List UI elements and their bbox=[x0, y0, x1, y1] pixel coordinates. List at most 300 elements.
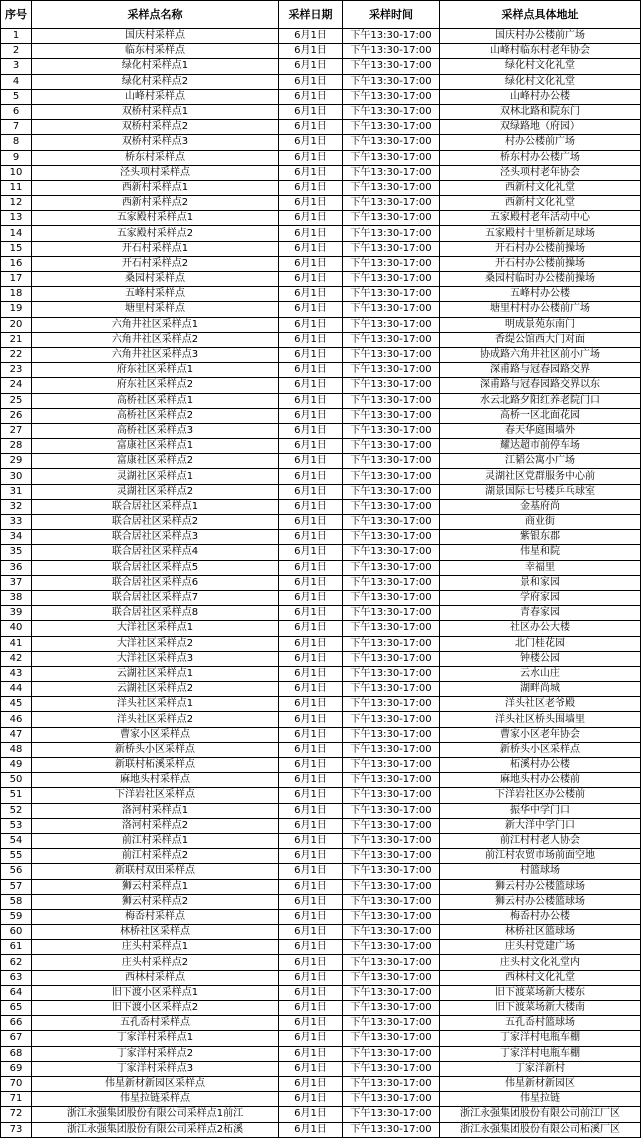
cell-address: 紫银东郡 bbox=[440, 530, 641, 545]
cell-time: 下午13:30-17:00 bbox=[343, 682, 440, 697]
cell-name: 双桥村采样点2 bbox=[32, 120, 279, 135]
cell-date: 6月1日 bbox=[279, 849, 343, 864]
cell-address: 开石村办公楼前操场 bbox=[440, 256, 641, 271]
cell-date: 6月1日 bbox=[279, 1122, 343, 1137]
cell-name: 麻地头村采样点 bbox=[32, 773, 279, 788]
cell-name: 府东社区采样点2 bbox=[32, 378, 279, 393]
cell-date: 6月1日 bbox=[279, 408, 343, 423]
cell-no: 72 bbox=[1, 1107, 32, 1122]
table-row bbox=[1, 44, 641, 59]
cell-no: 24 bbox=[1, 378, 32, 393]
cell-date: 6月1日 bbox=[279, 530, 343, 545]
table-row bbox=[1, 393, 641, 408]
cell-no: 42 bbox=[1, 651, 32, 666]
table-row bbox=[1, 1046, 641, 1061]
cell-address: 塘里村村办公楼前广场 bbox=[440, 302, 641, 317]
cell-time: 下午13:30-17:00 bbox=[343, 849, 440, 864]
cell-time: 下午13:30-17:00 bbox=[343, 74, 440, 89]
cell-date: 6月1日 bbox=[279, 970, 343, 985]
cell-time: 下午13:30-17:00 bbox=[343, 818, 440, 833]
cell-time: 下午13:30-17:00 bbox=[343, 925, 440, 940]
cell-address: 山峰村办公楼 bbox=[440, 89, 641, 104]
table-row bbox=[1, 803, 641, 818]
cell-address: 伟星和院 bbox=[440, 545, 641, 560]
cell-time: 下午13:30-17:00 bbox=[343, 697, 440, 712]
cell-name: 开石村采样点1 bbox=[32, 241, 279, 256]
cell-no: 59 bbox=[1, 909, 32, 924]
table-row bbox=[1, 1016, 641, 1031]
cell-date: 6月1日 bbox=[279, 393, 343, 408]
cell-name: 灵湖社区采样点2 bbox=[32, 484, 279, 499]
cell-date: 6月1日 bbox=[279, 575, 343, 590]
cell-name: 府东社区采样点1 bbox=[32, 363, 279, 378]
cell-date: 6月1日 bbox=[279, 59, 343, 74]
cell-time: 下午13:30-17:00 bbox=[343, 955, 440, 970]
cell-time: 下午13:30-17:00 bbox=[343, 515, 440, 530]
cell-time: 下午13:30-17:00 bbox=[343, 469, 440, 484]
cell-no: 36 bbox=[1, 560, 32, 575]
cell-address: 香缇公馆西大门对面 bbox=[440, 332, 641, 347]
cell-time: 下午13:30-17:00 bbox=[343, 378, 440, 393]
cell-time: 下午13:30-17:00 bbox=[343, 1122, 440, 1137]
cell-time: 下午13:30-17:00 bbox=[343, 773, 440, 788]
cell-no: 4 bbox=[1, 74, 32, 89]
cell-address: 村篮球场 bbox=[440, 864, 641, 879]
table-row bbox=[1, 909, 641, 924]
cell-no: 57 bbox=[1, 879, 32, 894]
cell-time: 下午13:30-17:00 bbox=[343, 1092, 440, 1107]
table-row bbox=[1, 985, 641, 1000]
table-row bbox=[1, 272, 641, 287]
cell-address: 新桥头小区采样点 bbox=[440, 742, 641, 757]
cell-no: 7 bbox=[1, 120, 32, 135]
cell-name: 桥东村采样点 bbox=[32, 150, 279, 165]
cell-no: 62 bbox=[1, 955, 32, 970]
cell-name: 伟星新材新园区采样点 bbox=[32, 1076, 279, 1091]
cell-address: 协成路六角井社区前小广场 bbox=[440, 347, 641, 362]
cell-no: 31 bbox=[1, 484, 32, 499]
table-row bbox=[1, 74, 641, 89]
cell-name: 山峰村采样点 bbox=[32, 89, 279, 104]
cell-date: 6月1日 bbox=[279, 879, 343, 894]
cell-no: 58 bbox=[1, 894, 32, 909]
table-row bbox=[1, 1107, 641, 1122]
cell-address: 明成景苑东南门 bbox=[440, 317, 641, 332]
header-date: 采样日期 bbox=[279, 1, 343, 29]
cell-date: 6月1日 bbox=[279, 682, 343, 697]
cell-address: 绿化村文化礼堂 bbox=[440, 74, 641, 89]
cell-no: 52 bbox=[1, 803, 32, 818]
table-row bbox=[1, 287, 641, 302]
cell-address: 前江村农贸市场前面空地 bbox=[440, 849, 641, 864]
cell-time: 下午13:30-17:00 bbox=[343, 211, 440, 226]
cell-no: 47 bbox=[1, 727, 32, 742]
cell-time: 下午13:30-17:00 bbox=[343, 879, 440, 894]
cell-address: 林桥社区篮球场 bbox=[440, 925, 641, 940]
cell-name: 富康社区采样点2 bbox=[32, 454, 279, 469]
table-row bbox=[1, 773, 641, 788]
table-row bbox=[1, 1076, 641, 1091]
cell-name: 洋头社区采样点1 bbox=[32, 697, 279, 712]
table-row bbox=[1, 226, 641, 241]
cell-time: 下午13:30-17:00 bbox=[343, 347, 440, 362]
cell-date: 6月1日 bbox=[279, 590, 343, 605]
cell-address: 洋头社区桥头围墙里 bbox=[440, 712, 641, 727]
table-row bbox=[1, 1031, 641, 1046]
cell-date: 6月1日 bbox=[279, 1046, 343, 1061]
cell-address: 双林北路和院东门 bbox=[440, 104, 641, 119]
cell-address: 绿化村文化礼堂 bbox=[440, 59, 641, 74]
cell-name: 双桥村采样点3 bbox=[32, 135, 279, 150]
cell-date: 6月1日 bbox=[279, 287, 343, 302]
cell-date: 6月1日 bbox=[279, 256, 343, 271]
cell-date: 6月1日 bbox=[279, 758, 343, 773]
cell-time: 下午13:30-17:00 bbox=[343, 940, 440, 955]
table-row bbox=[1, 864, 641, 879]
cell-address: 浙江永强集团股份有限公司柘溪厂区 bbox=[440, 1122, 641, 1137]
table-row bbox=[1, 530, 641, 545]
cell-time: 下午13:30-17:00 bbox=[343, 287, 440, 302]
cell-time: 下午13:30-17:00 bbox=[343, 575, 440, 590]
cell-no: 50 bbox=[1, 773, 32, 788]
cell-date: 6月1日 bbox=[279, 135, 343, 150]
cell-time: 下午13:30-17:00 bbox=[343, 499, 440, 514]
cell-address: 社区办公大楼 bbox=[440, 621, 641, 636]
table-row bbox=[1, 651, 641, 666]
cell-date: 6月1日 bbox=[279, 241, 343, 256]
cell-name: 新桥头小区采样点 bbox=[32, 742, 279, 757]
table-row bbox=[1, 1122, 641, 1137]
cell-date: 6月1日 bbox=[279, 439, 343, 454]
cell-no: 65 bbox=[1, 1001, 32, 1016]
cell-time: 下午13:30-17:00 bbox=[343, 120, 440, 135]
cell-no: 46 bbox=[1, 712, 32, 727]
cell-address: 西新村文化礼堂 bbox=[440, 180, 641, 195]
cell-address: 村办公楼前广场 bbox=[440, 135, 641, 150]
cell-no: 28 bbox=[1, 439, 32, 454]
cell-address: 青春家园 bbox=[440, 606, 641, 621]
cell-address: 深甫路与冠春园路交界以东 bbox=[440, 378, 641, 393]
cell-name: 新联村双田采样点 bbox=[32, 864, 279, 879]
cell-date: 6月1日 bbox=[279, 302, 343, 317]
cell-name: 大洋社区采样点3 bbox=[32, 651, 279, 666]
cell-date: 6月1日 bbox=[279, 196, 343, 211]
cell-date: 6月1日 bbox=[279, 150, 343, 165]
cell-address: 浙江永强集团股份有限公司前江厂区 bbox=[440, 1107, 641, 1122]
cell-date: 6月1日 bbox=[279, 104, 343, 119]
cell-address: 振华中学门口 bbox=[440, 803, 641, 818]
table-row bbox=[1, 682, 641, 697]
cell-address: 狮云村办公楼篮球场 bbox=[440, 894, 641, 909]
cell-time: 下午13:30-17:00 bbox=[343, 590, 440, 605]
cell-no: 68 bbox=[1, 1046, 32, 1061]
cell-no: 2 bbox=[1, 44, 32, 59]
cell-time: 下午13:30-17:00 bbox=[343, 89, 440, 104]
cell-time: 下午13:30-17:00 bbox=[343, 758, 440, 773]
table-row bbox=[1, 742, 641, 757]
table-row bbox=[1, 439, 641, 454]
cell-time: 下午13:30-17:00 bbox=[343, 545, 440, 560]
cell-date: 6月1日 bbox=[279, 180, 343, 195]
cell-address: 水云北路夕阳红养老院门口 bbox=[440, 393, 641, 408]
cell-name: 大洋社区采样点2 bbox=[32, 636, 279, 651]
cell-no: 67 bbox=[1, 1031, 32, 1046]
cell-address: 五家殿村十里桥新足球场 bbox=[440, 226, 641, 241]
cell-no: 25 bbox=[1, 393, 32, 408]
cell-date: 6月1日 bbox=[279, 651, 343, 666]
cell-time: 下午13:30-17:00 bbox=[343, 712, 440, 727]
cell-address: 庄头村党建广场 bbox=[440, 940, 641, 955]
cell-address: 国庆村办公楼前广场 bbox=[440, 29, 641, 44]
cell-time: 下午13:30-17:00 bbox=[343, 788, 440, 803]
cell-name: 五家殿村采样点2 bbox=[32, 226, 279, 241]
header-time: 采样时间 bbox=[343, 1, 440, 29]
cell-time: 下午13:30-17:00 bbox=[343, 423, 440, 438]
cell-address: 下洋岩社区办公楼前 bbox=[440, 788, 641, 803]
table-row bbox=[1, 818, 641, 833]
cell-date: 6月1日 bbox=[279, 1107, 343, 1122]
cell-address: 伟星新材新园区 bbox=[440, 1076, 641, 1091]
cell-name: 旧下渡小区采样点1 bbox=[32, 985, 279, 1000]
cell-date: 6月1日 bbox=[279, 788, 343, 803]
cell-time: 下午13:30-17:00 bbox=[343, 454, 440, 469]
cell-name: 国庆村采样点 bbox=[32, 29, 279, 44]
cell-no: 33 bbox=[1, 515, 32, 530]
cell-no: 15 bbox=[1, 241, 32, 256]
table-row bbox=[1, 59, 641, 74]
table-row bbox=[1, 469, 641, 484]
cell-no: 45 bbox=[1, 697, 32, 712]
cell-no: 66 bbox=[1, 1016, 32, 1031]
cell-no: 13 bbox=[1, 211, 32, 226]
cell-time: 下午13:30-17:00 bbox=[343, 44, 440, 59]
cell-time: 下午13:30-17:00 bbox=[343, 165, 440, 180]
cell-no: 5 bbox=[1, 89, 32, 104]
cell-time: 下午13:30-17:00 bbox=[343, 803, 440, 818]
cell-time: 下午13:30-17:00 bbox=[343, 666, 440, 681]
cell-address: 桥东村办公楼广场 bbox=[440, 150, 641, 165]
cell-no: 20 bbox=[1, 317, 32, 332]
cell-address: 柘溪村办公楼 bbox=[440, 758, 641, 773]
cell-name: 云湖社区采样点1 bbox=[32, 666, 279, 681]
table-row bbox=[1, 484, 641, 499]
table-row bbox=[1, 970, 641, 985]
table-row bbox=[1, 256, 641, 271]
table-row bbox=[1, 317, 641, 332]
cell-no: 49 bbox=[1, 758, 32, 773]
cell-time: 下午13:30-17:00 bbox=[343, 196, 440, 211]
table-row bbox=[1, 196, 641, 211]
cell-address: 春天华庭围墙外 bbox=[440, 423, 641, 438]
cell-date: 6月1日 bbox=[279, 347, 343, 362]
table-row bbox=[1, 347, 641, 362]
cell-date: 6月1日 bbox=[279, 1076, 343, 1091]
cell-no: 44 bbox=[1, 682, 32, 697]
cell-address: 曹家小区老年协会 bbox=[440, 727, 641, 742]
table-row bbox=[1, 849, 641, 864]
cell-address: 五家殿村老年活动中心 bbox=[440, 211, 641, 226]
table-row bbox=[1, 332, 641, 347]
cell-date: 6月1日 bbox=[279, 272, 343, 287]
table-row bbox=[1, 211, 641, 226]
cell-no: 16 bbox=[1, 256, 32, 271]
cell-name: 庄头村采样点2 bbox=[32, 955, 279, 970]
cell-name: 狮云村采样点2 bbox=[32, 894, 279, 909]
cell-date: 6月1日 bbox=[279, 363, 343, 378]
cell-no: 19 bbox=[1, 302, 32, 317]
table-row bbox=[1, 29, 641, 44]
table-row bbox=[1, 378, 641, 393]
cell-address: 双绿路地（府园） bbox=[440, 120, 641, 135]
table-row bbox=[1, 879, 641, 894]
table-row bbox=[1, 560, 641, 575]
cell-date: 6月1日 bbox=[279, 515, 343, 530]
cell-name: 新联村柘溪采样点 bbox=[32, 758, 279, 773]
cell-name: 西新村采样点1 bbox=[32, 180, 279, 195]
cell-no: 10 bbox=[1, 165, 32, 180]
cell-no: 32 bbox=[1, 499, 32, 514]
cell-date: 6月1日 bbox=[279, 909, 343, 924]
cell-name: 曹家小区采样点 bbox=[32, 727, 279, 742]
cell-name: 六角井社区采样点1 bbox=[32, 317, 279, 332]
table-row bbox=[1, 545, 641, 560]
cell-date: 6月1日 bbox=[279, 1016, 343, 1031]
cell-date: 6月1日 bbox=[279, 29, 343, 44]
cell-address: 前江村村老人协会 bbox=[440, 833, 641, 848]
header-row bbox=[1, 1, 641, 29]
cell-date: 6月1日 bbox=[279, 499, 343, 514]
cell-address: 江韬公寓小广场 bbox=[440, 454, 641, 469]
cell-name: 西林村采样点 bbox=[32, 970, 279, 985]
cell-time: 下午13:30-17:00 bbox=[343, 439, 440, 454]
cell-address: 云水山庄 bbox=[440, 666, 641, 681]
cell-time: 下午13:30-17:00 bbox=[343, 1031, 440, 1046]
table-row bbox=[1, 408, 641, 423]
table-row bbox=[1, 180, 641, 195]
cell-time: 下午13:30-17:00 bbox=[343, 651, 440, 666]
cell-name: 富康社区采样点1 bbox=[32, 439, 279, 454]
cell-date: 6月1日 bbox=[279, 1031, 343, 1046]
table-row bbox=[1, 727, 641, 742]
cell-name: 绿化村采样点1 bbox=[32, 59, 279, 74]
table-row bbox=[1, 575, 641, 590]
cell-time: 下午13:30-17:00 bbox=[343, 272, 440, 287]
table-row bbox=[1, 621, 641, 636]
cell-date: 6月1日 bbox=[279, 1061, 343, 1076]
cell-time: 下午13:30-17:00 bbox=[343, 1001, 440, 1016]
cell-time: 下午13:30-17:00 bbox=[343, 560, 440, 575]
table-row bbox=[1, 89, 641, 104]
cell-name: 大洋社区采样点1 bbox=[32, 621, 279, 636]
cell-address: 高桥一区北面花园 bbox=[440, 408, 641, 423]
cell-date: 6月1日 bbox=[279, 560, 343, 575]
table-row bbox=[1, 165, 641, 180]
cell-date: 6月1日 bbox=[279, 332, 343, 347]
table-row bbox=[1, 590, 641, 605]
cell-no: 70 bbox=[1, 1076, 32, 1091]
cell-name: 泾头项村采样点 bbox=[32, 165, 279, 180]
cell-name: 高桥社区采样点3 bbox=[32, 423, 279, 438]
cell-date: 6月1日 bbox=[279, 818, 343, 833]
table-row bbox=[1, 423, 641, 438]
cell-date: 6月1日 bbox=[279, 742, 343, 757]
cell-name: 丁家洋村采样点3 bbox=[32, 1061, 279, 1076]
cell-time: 下午13:30-17:00 bbox=[343, 256, 440, 271]
cell-no: 8 bbox=[1, 135, 32, 150]
cell-name: 五家殿村采样点1 bbox=[32, 211, 279, 226]
cell-no: 22 bbox=[1, 347, 32, 362]
cell-name: 云湖社区采样点2 bbox=[32, 682, 279, 697]
cell-name: 临东村采样点 bbox=[32, 44, 279, 59]
table-row bbox=[1, 758, 641, 773]
cell-address: 五峰村办公楼 bbox=[440, 287, 641, 302]
cell-no: 41 bbox=[1, 636, 32, 651]
cell-date: 6月1日 bbox=[279, 712, 343, 727]
cell-time: 下午13:30-17:00 bbox=[343, 180, 440, 195]
cell-no: 38 bbox=[1, 590, 32, 605]
cell-date: 6月1日 bbox=[279, 925, 343, 940]
cell-no: 43 bbox=[1, 666, 32, 681]
cell-no: 26 bbox=[1, 408, 32, 423]
cell-no: 60 bbox=[1, 925, 32, 940]
cell-time: 下午13:30-17:00 bbox=[343, 29, 440, 44]
cell-name: 前江村采样点1 bbox=[32, 833, 279, 848]
cell-date: 6月1日 bbox=[279, 317, 343, 332]
cell-name: 联合居社区采样点7 bbox=[32, 590, 279, 605]
cell-no: 35 bbox=[1, 545, 32, 560]
cell-address: 桑园村临时办公楼前操场 bbox=[440, 272, 641, 287]
cell-date: 6月1日 bbox=[279, 165, 343, 180]
cell-no: 12 bbox=[1, 196, 32, 211]
cell-name: 六角井社区采样点3 bbox=[32, 347, 279, 362]
cell-name: 联合居社区采样点1 bbox=[32, 499, 279, 514]
cell-date: 6月1日 bbox=[279, 378, 343, 393]
cell-no: 63 bbox=[1, 970, 32, 985]
cell-no: 3 bbox=[1, 59, 32, 74]
cell-no: 27 bbox=[1, 423, 32, 438]
cell-no: 6 bbox=[1, 104, 32, 119]
cell-name: 梅岙村采样点 bbox=[32, 909, 279, 924]
cell-name: 联合居社区采样点6 bbox=[32, 575, 279, 590]
cell-no: 53 bbox=[1, 818, 32, 833]
table-row bbox=[1, 135, 641, 150]
cell-time: 下午13:30-17:00 bbox=[343, 970, 440, 985]
cell-no: 17 bbox=[1, 272, 32, 287]
cell-no: 30 bbox=[1, 469, 32, 484]
table-row bbox=[1, 788, 641, 803]
cell-address: 旧下渡菜场新大楼南 bbox=[440, 1001, 641, 1016]
cell-name: 联合居社区采样点8 bbox=[32, 606, 279, 621]
cell-name: 五峰村采样点 bbox=[32, 287, 279, 302]
cell-time: 下午13:30-17:00 bbox=[343, 59, 440, 74]
cell-name: 丁家洋村采样点1 bbox=[32, 1031, 279, 1046]
cell-date: 6月1日 bbox=[279, 120, 343, 135]
cell-date: 6月1日 bbox=[279, 89, 343, 104]
cell-address: 五孔岙村篮球场 bbox=[440, 1016, 641, 1031]
cell-time: 下午13:30-17:00 bbox=[343, 1016, 440, 1031]
cell-time: 下午13:30-17:00 bbox=[343, 833, 440, 848]
cell-date: 6月1日 bbox=[279, 727, 343, 742]
cell-address: 伟星拉链 bbox=[440, 1092, 641, 1107]
cell-no: 14 bbox=[1, 226, 32, 241]
table-row bbox=[1, 833, 641, 848]
table-row bbox=[1, 120, 641, 135]
cell-time: 下午13:30-17:00 bbox=[343, 317, 440, 332]
cell-name: 浙江永强集团股份有限公司采样点2柘溪 bbox=[32, 1122, 279, 1137]
cell-address: 学府家园 bbox=[440, 590, 641, 605]
cell-date: 6月1日 bbox=[279, 955, 343, 970]
cell-address: 新大洋中学门口 bbox=[440, 818, 641, 833]
